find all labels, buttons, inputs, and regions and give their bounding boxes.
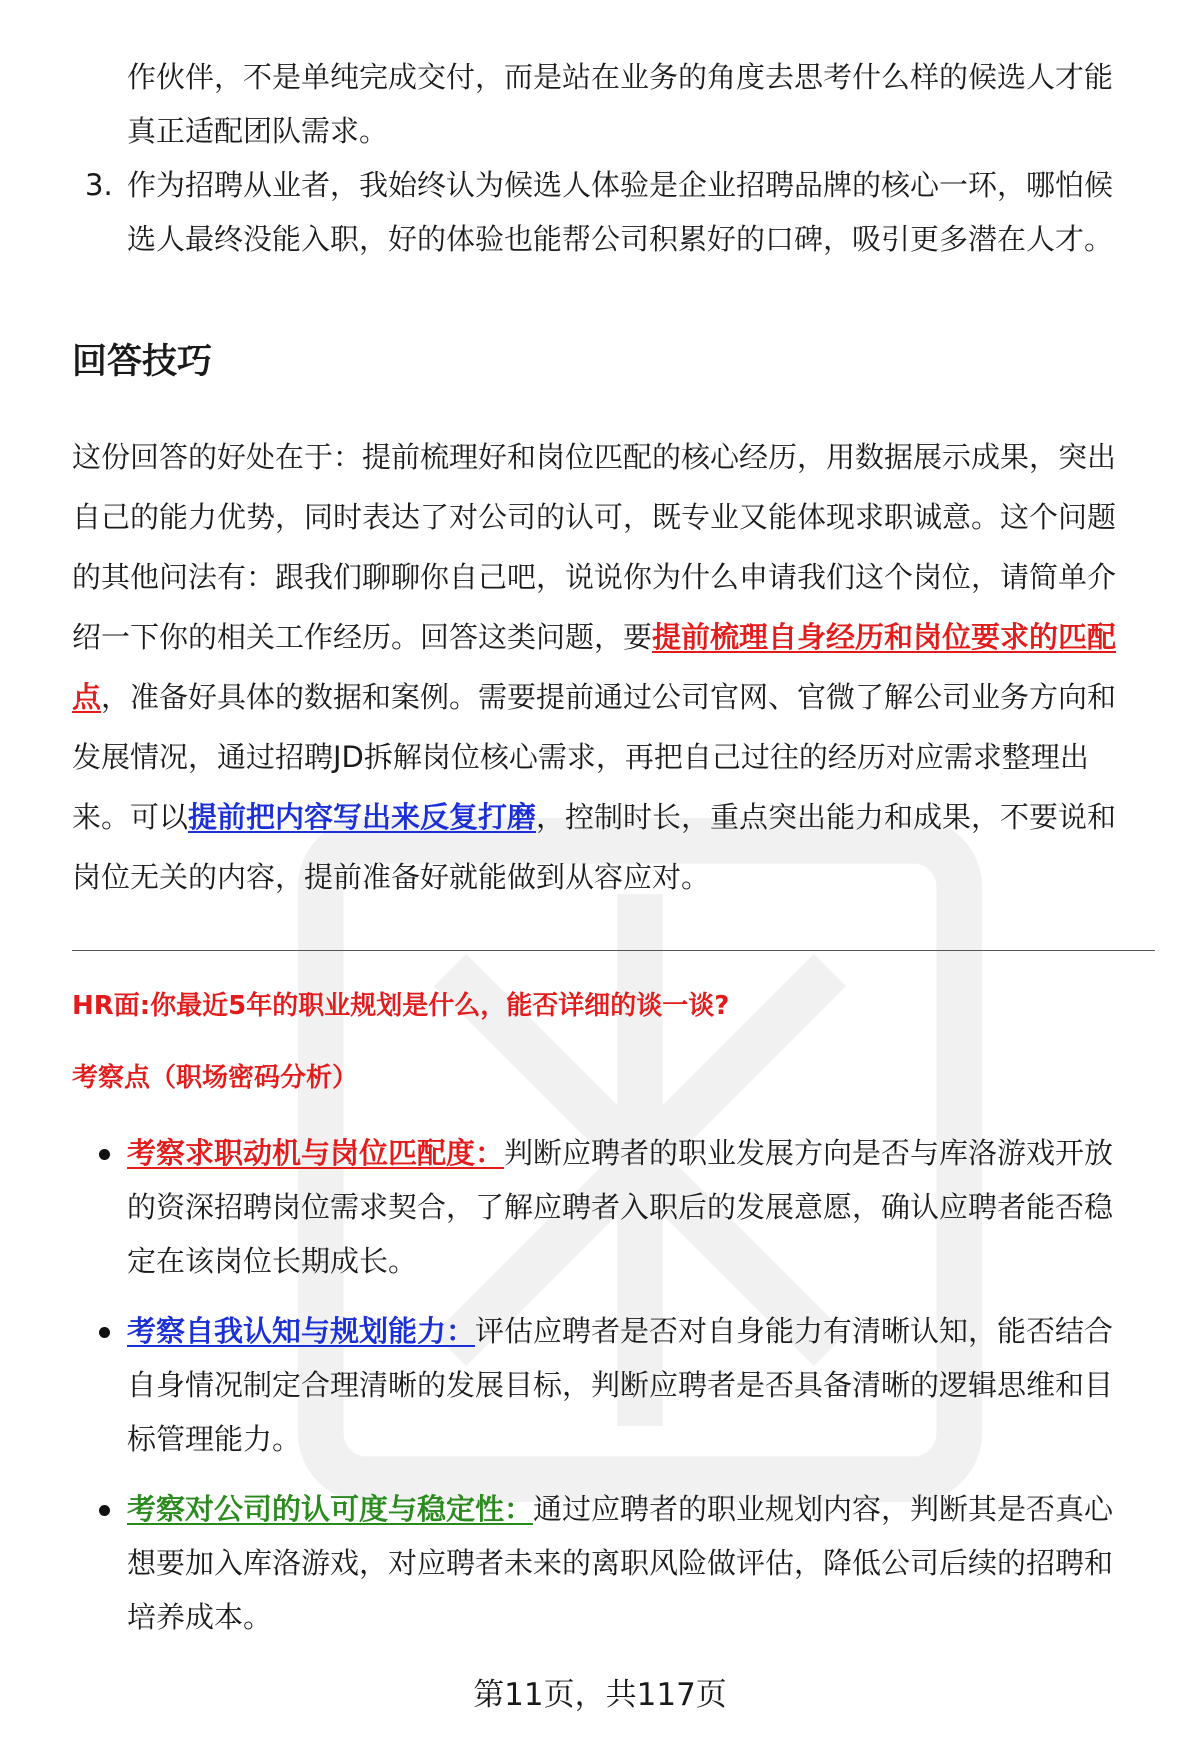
- list-item-line-2: 选人最终没能入职，好的体验也能帮公司积累好的口碑，吸引更多潜在人才。: [127, 222, 1114, 256]
- section-divider: [72, 950, 1155, 951]
- list-number: 3.: [85, 168, 113, 202]
- highlight-red: 提前梳理自身经历和岗位要求的匹配: [652, 620, 1117, 654]
- question-title: HR面:你最近5年的职业规划是什么，能否详细的谈一谈?: [72, 991, 730, 1021]
- bullet-dot-icon: [99, 1327, 110, 1338]
- question-subtitle: 考察点（职场密码分析）: [72, 1063, 359, 1093]
- paragraph-line: 自己的能力优势，同时表达了对公司的认可，既专业又能体现求职诚意。这个问题: [72, 500, 1117, 534]
- bullet-label: 考察求职动机与岗位匹配度：: [127, 1136, 505, 1170]
- highlight-blue: 提前把内容写出来反复打磨: [188, 800, 537, 834]
- paragraph-line: [72, 797, 1152, 857]
- bullet-line: 定在该岗位长期成长。: [127, 1244, 418, 1278]
- paragraph-line: 的其他问法有：跟我们聊聊你自己吧，说说你为什么申请我们这个岗位，请简单介: [72, 560, 1117, 594]
- paragraph-line: 岗位无关的内容，提前准备好就能做到从容应对。: [72, 860, 711, 894]
- bullet-line: 的资深招聘岗位需求契合，了解应聘者入职后的发展意愿，确认应聘者能否稳: [127, 1190, 1114, 1224]
- bullet-label: 考察自我认知与规划能力：: [127, 1314, 476, 1348]
- page-number-footer: 第11页，共117页: [473, 1677, 727, 1713]
- continuation-line-1: 作伙伴，不是单纯完成交付，而是站在业务的角度去思考什么样的候选人才能: [127, 60, 1114, 94]
- highlight-red: 点: [72, 680, 102, 714]
- bullet-label: 考察对公司的认可度与稳定性：: [127, 1492, 534, 1526]
- bullet-line: [127, 1311, 1113, 1351]
- paragraph-line: 发展情况，通过招聘JD拆解岗位核心需求，再把自己过往的经历对应需求整理出: [72, 740, 1089, 774]
- paragraph-text: ，控制时长，重点突出能力和成果，不要说和: [536, 800, 1117, 834]
- section-heading: 回答技巧: [72, 342, 213, 382]
- bullet-text: 通过应聘者的职业规划内容，判断其是否真心: [533, 1492, 1114, 1526]
- paragraph-text: 来。可以: [72, 800, 189, 834]
- bullet-dot-icon: [99, 1149, 110, 1160]
- bullet-line: 想要加入库洛游戏，对应聘者未来的离职风险做评估，降低公司后续的招聘和: [127, 1546, 1114, 1580]
- list-item-line-1: 作为招聘从业者，我始终认为候选人体验是企业招聘品牌的核心一环，哪怕候: [127, 168, 1114, 202]
- bullet-text: 判断应聘者的职业发展方向是否与库洛游戏开放: [504, 1136, 1114, 1170]
- bullet-line: 标管理能力。: [127, 1422, 302, 1456]
- continuation-line-2: 真正适配团队需求。: [127, 114, 389, 148]
- paragraph-text: ，准备好具体的数据和案例。需要提前通过公司官网、官微了解公司业务方向和: [101, 680, 1117, 714]
- bullet-line: 自身情况制定合理清晰的发展目标，判断应聘者是否具备清晰的逻辑思维和目: [127, 1368, 1114, 1402]
- bullet-dot-icon: [99, 1505, 110, 1516]
- bullet-line: [127, 1133, 1113, 1173]
- paragraph-line: [72, 677, 1152, 737]
- bullet-line: [127, 1489, 1113, 1529]
- bullet-text: 评估应聘者是否对自身能力有清晰认知，能否结合: [475, 1314, 1114, 1348]
- paragraph-line: [72, 617, 1152, 677]
- bullet-line: 培养成本。: [127, 1600, 273, 1634]
- paragraph-line: 这份回答的好处在于：提前梳理好和岗位匹配的核心经历，用数据展示成果，突出: [72, 440, 1117, 474]
- answer-tips-paragraph: [72, 437, 1152, 917]
- paragraph-text: 绍一下你的相关工作经历。回答这类问题，要: [72, 620, 653, 654]
